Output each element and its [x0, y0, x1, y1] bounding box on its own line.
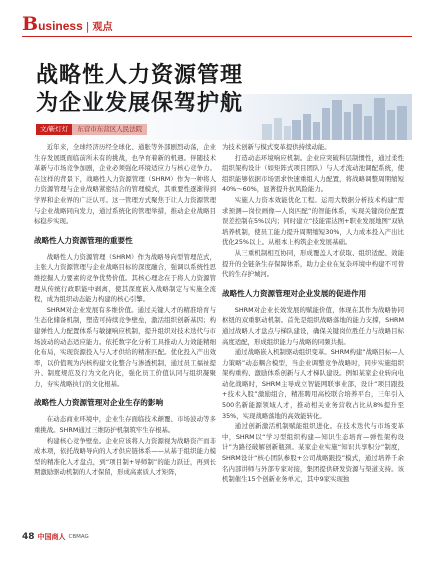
magazine-name: 中国商人 — [37, 533, 66, 541]
page-number: 48 — [22, 532, 35, 542]
header-divider — [22, 36, 412, 37]
body-paragraph: 为技术创新与模式变革提供持续动能。 — [222, 143, 331, 151]
section-separator: | — [85, 20, 90, 33]
body-paragraph: 构建核心竞争壁垒。企业应该将人力资源视为战略资产而非成本项，依托战略导向的人才供应链体系——从基于组织能力模型的精准化人才盘点，到“项目制+导师制”的能力跃迁，再到长期激励驱动机制的人才保留，形成高素质人才矩阵， — [34, 436, 216, 477]
section-header — [22, 14, 112, 34]
body-paragraph: 从三重机制相互协同，形成覆盖人才获取、组织适配、效能提升的全链条生存保障体系，助力企业在复杂环境中构建不可替代的生存护城河。 — [222, 248, 404, 279]
section-subtitle: 观点 — [92, 22, 113, 33]
title-line-2: 为企业发展保驾护航 — [36, 91, 244, 116]
left-column — [34, 142, 216, 478]
section-heading: 战略性人力资源管理的重要性 — [34, 235, 133, 245]
magazine-abbrev: CBMAG — [68, 534, 89, 540]
body-paragraph: SHRM对企业发展有多维价值。通过关键人才的精准培育与生态化储备机制，塑造可持续竞争壁垒，激活组织创新基因；构建弹性人力配置体系与敏捷响应机制，提升组织对技术迭代与市场波动的动态适应能力。依托数字化分析工具推动人力效能精细化布局，实现资源投入与人才供给的精准匹配。优化投入产出效率，以价值观为内核构建文化整合与渗透机制，通过员工福祉提升、制度规范及行为文化内化，强化员工价值认同与组织凝聚力，夯实战略执行的文化根基。 — [34, 305, 216, 388]
section-heading: 战略性人力资源管理对企业生存的影响 — [34, 398, 164, 408]
title-line-1: 战略性人力资源管理 — [36, 63, 244, 88]
section-heading: 战略性人力资源管理对企业发展的促进作用 — [222, 288, 367, 298]
body-paragraph: 通过创新激活机制赋能组织进化。在技术迭代与市场变革中，SHRM以“学习型组织构建—知识生态培育—弹性架构设计”为路径破解创新瓶颈。某家企业实施“知识共享积分”制度，SHRM设计“核心团队参股+公司战略跟投”模式，通过培养千余名内部讲师与外部专家对接，集团提供研发资源与渠道支持。该机制催生15个创新业务单元，其中9家实现独 — [222, 422, 404, 484]
page-footer — [22, 532, 89, 542]
section-initial: B — [22, 13, 39, 35]
author-name: 文/靳灯灯 — [36, 124, 72, 135]
author-organization: 东营市东营区人民法院 — [72, 124, 147, 135]
body-paragraph: 打造动态环境响应机制。企业应突破科层制惯性，通过柔性组织架构设计（如矩阵式项目团队）与人才流动池调配系统，使组织能够依据市场需求快速重组人力配置，将战略调整周期缩短40%～60%，显著提升抗风险能力。 — [222, 153, 404, 194]
body-paragraph: 在动态商业环境中，企业生存面临技术颠覆、市场波动等多重挑战。SHRM通过三维防护机制筑牢生存根基。 — [34, 415, 216, 435]
article-title — [36, 62, 336, 118]
body-paragraph: 近年来，全球经济历经全球化、通胀等外部剧烈动荡，企业生存发展既面临前所未有的挑战，也孕育着新的机遇。伴随技术革新与市场竞争加剧，企业必须强化环境适应力与核心竞争力。在这样的背景下，战略性人力资源管理（SHRM）作为一种将人力资源管理与企业战略紧密结合的管理模式，其重要性逐渐得到学界和企业界的广泛认可。这一管理方式聚焦于让人力资源管理与企业战略同向发力，通过系统化的管理举措，推动企业战略目标稳步实现。 — [34, 143, 216, 226]
body-paragraph: SHRM对企业长效发展的赋能价值，体现在其作为战略协同枢纽的双重驱动机制。首先是组织战略落地的能力支撑，SHRM通过战略人才盘点与梯队建设，确保关键岗位胜任力与战略目标高度适配，形成组织能力与战略的同频共振。 — [222, 305, 404, 346]
body-paragraph: 通过战略嵌入机制驱动组织变革。SHRM构建“战略目标—人力策略”动态耦合模型，当企业调整竞争战略时，同步实施组织架构重构、激励体系创新与人才梯队建设。例如某家企业转向电动化战略时，SHRM主导成立智能网联事业部，设计“项目跟投+技术入股”激励组合，精准聘用高校联合培养平台，三年引入500名新能源领域人才，推动相关业务营收占比从8%提升至35%，实现战略落地的高效能转化。 — [222, 348, 404, 420]
section-name: usiness — [38, 19, 83, 33]
body-paragraph: 战略性人力资源管理（SHRM）作为战略导向型管理范式，主张人力资源管理与企业战略目标的深度融合，强调以系统性思维挖掘人力要素的竞争优势价值。其核心理念在于将人力资源管理从传统行政职能中剥离，使其深度嵌入战略制定与实施全流程，成为组织动态能力构建的核心引擎。 — [34, 252, 216, 304]
byline — [36, 124, 147, 135]
right-column — [222, 142, 404, 485]
body-paragraph: 实施人力资本效能优化工程。运用大数据分析技术构建“需求预测—岗位画像—人岗匹配”的智能体系，实现关键岗位配置误差控制在5%以内；同时建立“技能雷达图+职业发展地图”双轨培养机制，使员工能力提升周期缩短30%，人力成本投入产出比优化25%以上。从根本上构筑企业发展基础。 — [222, 195, 404, 247]
